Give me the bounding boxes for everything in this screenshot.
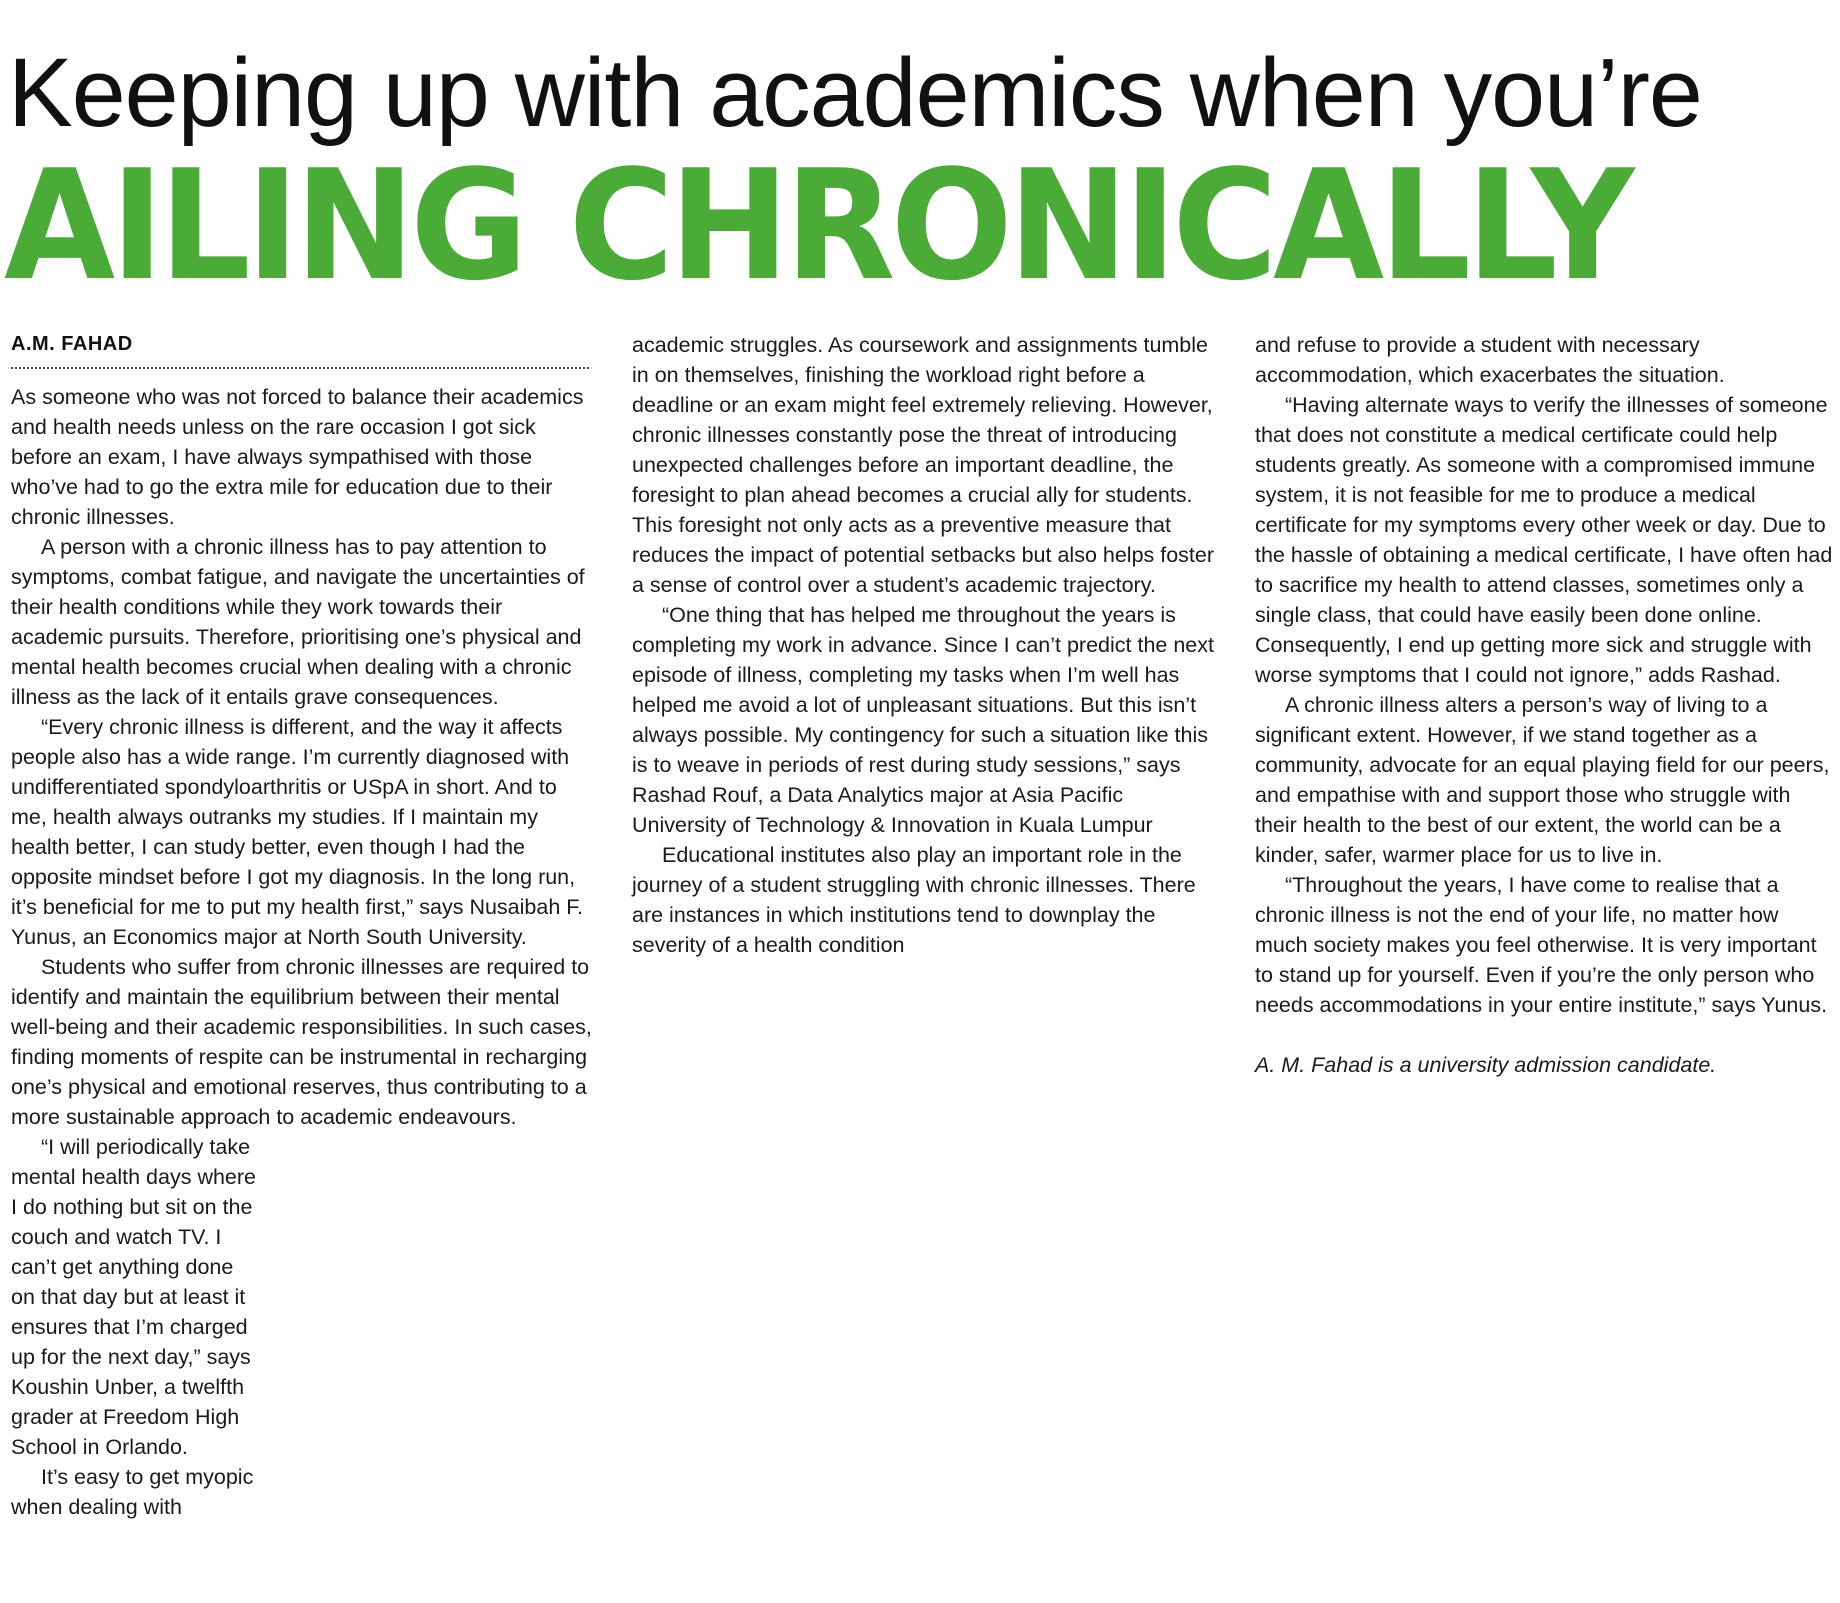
paragraph: Educational institutes also play an important role in the journey of a student struggling with chronic illnesses. There are instances in which institutions tend to downplay the severity of a health condition [632,843,1196,957]
paragraph: and refuse to provide a student with necessary accommodation, which exacerbates the situation. [1255,333,1725,387]
article-column-3 [1255,330,1833,1080]
paragraph: A person with a chronic illness has to pay attention to symptoms, combat fatigue, and navigate the uncertainties of their health conditions while they work towards their academic pursuits. Therefore, prioritising one’s physical and mental health becomes crucial when dealing with a chronic illness as the lack of it entails grave consequences. [11,535,585,709]
paragraph: academic struggles. As coursework and assignments tumble in on themselves, finishing the workload right before a deadline or an exam might feel extremely relieving. However, chronic illnesses constantly pose the threat of introducing unexpected challenges before an important deadline, the foresight to plan ahead becomes a crucial ally for students. This foresight not only acts as a preventive measure that reduces the impact of potential setbacks but also helps foster a sense of control over a student’s academic trajectory. [632,333,1215,597]
paragraph: “Having alternate ways to verify the illnesses of someone that does not constitute a medical certificate could help students greatly. As someone with a compromised immune system, it is not feasible for me to produce a medical certificate for my symptoms every other week or day. Due to the hassle of obtaining a medical certificate, I have often had to sacrifice my health to attend classes, sometimes only a single class, that could have easily been done online. Consequently, I end up getting more sick and struggle with worse symptoms that I could not ignore,” adds Rashad. [1255,393,1833,687]
byline-divider [11,367,589,369]
paragraph: A chronic illness alters a person’s way of living to a significant extent. However, if we stand together as a community, advocate for an equal playing field for our peers, and empathise with and support those who struggle with their health to the best of our extent, the world can be a kinder, safer, warmer place for us to live in. [1255,693,1830,867]
article-column-2 [632,330,1217,960]
paragraph: It’s easy to get myopic when dealing with [11,1465,254,1519]
headline-line-2: AILING CHRONICALLY [4,137,1630,314]
paragraph: “One thing that has helped me throughout the years is completing my work in advance. Since I can’t predict the next episode of illness, completing my tasks when I’m well has helped me avoid a lot of unpleasant situations. But this isn’t always possible. My contingency for such a situation like this is to weave in periods of rest during study sessions,” says Rashad Rouf, a Data Analytics major at Asia Pacific University of Technology & Innovation in Kuala Lumpur [632,603,1214,837]
paragraph: As someone who was not forced to balance their academics and health needs unless on the rare occasion I got sick before an exam, I have always sympathised with those who’ve had to go the extra mile for education due to their chronic illnesses. [11,385,584,529]
paragraph: “Throughout the years, I have come to realise that a chronic illness is not the end of your life, no matter how much society makes you feel otherwise. It is very important to stand up for yourself. Even if you’re the only person who needs accommodations in your entire institute,” says Yunus. [1255,873,1828,1017]
author-byline: A.M. FAHAD [11,333,133,355]
author-bio: A. M. Fahad is a university admission candidate. [1255,1053,1717,1077]
paragraph: “I will periodically take mental health days where I do nothing but sit on the couch and watch TV. I can’t get anything done on that day but at least it ensures that I’m charged up for the next day,” says Koushin Unber, a twelfth grader at Freedom High School in Orlando. [11,1135,257,1459]
image-wrap-space [256,1132,596,1592]
headline-line-1: Keeping up with academics when you’re [8,38,1702,147]
paragraph: “Every chronic illness is different, and the way it affects people also has a wide range. I’m currently diagnosed with undifferentiated spondyloarthritis or USpA in short. And to me, health always outranks my studies. If I maintain my health better, I can study better, even though I had the opposite mindset before I got my diagnosis. In the long run, it’s beneficial for me to put my health first,” says Nusaibah F. Yunus, an Economics major at North South University. [11,715,583,949]
article-column-1 [11,382,596,1592]
paragraph: Students who suffer from chronic illnesses are required to identify and maintain the equilibrium between their mental well-being and their academic responsibilities. In such cases, finding moments of respite can be instrumental in recharging one’s physical and emotional reserves, thus contributing to a more sustainable approach to academic endeavours. [11,955,592,1129]
